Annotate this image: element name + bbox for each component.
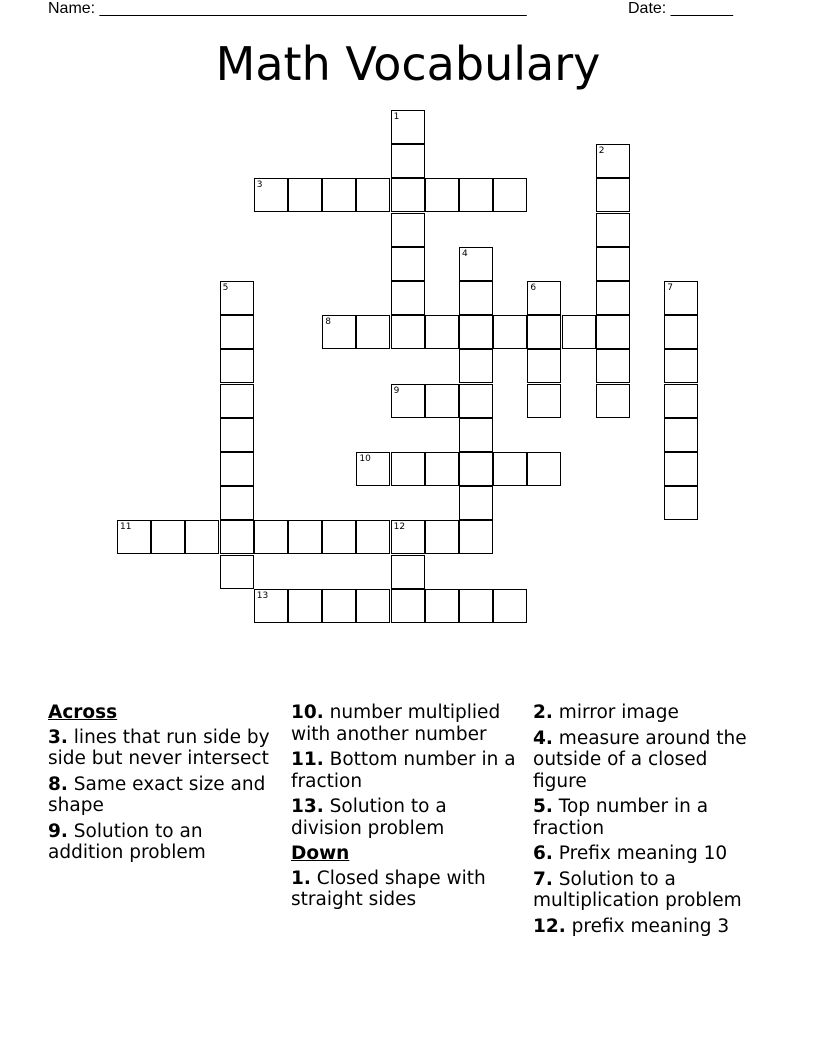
clue-number: 4. [533,727,553,749]
crossword-cell[interactable] [322,178,356,212]
crossword-cell[interactable] [322,589,356,623]
cell-number: 6 [530,283,537,293]
crossword-cell[interactable] [220,486,254,520]
crossword-cell[interactable] [596,247,630,281]
crossword-cell[interactable] [356,520,390,554]
crossword-cell[interactable] [356,178,390,212]
clue-number: 1. [291,867,311,889]
crossword-cell[interactable] [596,213,630,247]
crossword-cell[interactable] [459,178,493,212]
clue-down-12 [533,916,765,938]
crossword-cell[interactable] [220,452,254,486]
crossword-cell[interactable] [391,315,425,349]
crossword-cell[interactable] [664,452,698,486]
crossword-cell[interactable] [596,349,630,383]
clue-text: Bottom number in a fraction [291,749,516,792]
crossword-cell[interactable] [596,384,630,418]
clue-across-13 [291,796,523,839]
clue-number: 12. [533,915,566,937]
clue-number: 7. [533,868,553,890]
crossword-cell[interactable] [527,281,561,315]
crossword-cell[interactable] [391,452,425,486]
crossword-cell[interactable] [322,520,356,554]
crossword-cell[interactable] [391,144,425,178]
crossword-cell[interactable] [288,520,322,554]
crossword-cell[interactable] [664,486,698,520]
cell-number: 2 [598,146,605,157]
crossword-cell[interactable] [220,555,254,589]
crossword-cell[interactable] [425,589,459,623]
crossword-cell[interactable] [459,384,493,418]
cell-number: 10 [359,454,371,464]
crossword-cell[interactable] [562,315,596,349]
crossword-cell[interactable] [356,589,390,623]
clue-across-9 [48,821,280,864]
crossword-cell[interactable] [425,452,459,486]
crossword-cell[interactable] [459,452,493,486]
crossword-cell[interactable] [596,315,630,349]
cell-number: 8 [325,317,331,328]
crossword-cell[interactable] [527,349,561,383]
crossword-cell[interactable] [391,281,425,315]
clue-across-8 [48,774,280,817]
clue-text: Solution to a division problem [291,796,447,839]
clue-text: lines that run side by side but never intersect [48,726,270,769]
crossword-cell[interactable] [425,384,459,418]
crossword-cell[interactable] [391,520,425,554]
crossword-cell[interactable] [459,418,493,452]
crossword-cell[interactable] [596,178,630,212]
date-label: Date: _______ [628,0,733,17]
page-title: Math Vocabulary [215,37,601,91]
clue-across-10 [291,702,523,745]
crossword-cell[interactable] [493,589,527,623]
clue-text: Prefix meaning 10 [558,843,728,864]
crossword-cell[interactable] [322,315,356,349]
crossword-cell[interactable] [425,520,459,554]
clue-down-5 [533,796,765,839]
clue-down-4 [533,728,765,793]
crossword-cell[interactable] [391,110,425,144]
crossword-cell[interactable] [220,418,254,452]
crossword-cell[interactable] [459,247,493,281]
crossword-cell[interactable] [185,520,219,554]
clue-text: mirror image [558,702,679,723]
clue-down-2 [533,702,765,724]
crossword-cell[interactable] [356,315,390,349]
crossword-cell[interactable] [254,520,288,554]
crossword-cell[interactable] [664,384,698,418]
clue-text: measure around the outside of a closed figure [533,727,747,792]
crossword-cell[interactable] [459,589,493,623]
cell-number: 1 [393,112,400,122]
cell-number: 11 [120,522,132,533]
down-heading: Down [291,843,350,864]
crossword-cell[interactable] [391,213,425,247]
crossword-cell[interactable] [596,281,630,315]
across-heading: Across [48,702,118,723]
clue-number: 2. [533,702,553,723]
clue-text: Same exact size and shape [48,773,266,816]
cell-number: 3 [256,180,263,191]
clue-column-2 [291,702,523,915]
crossword-cell[interactable] [459,281,493,315]
crossword-cell[interactable] [664,418,698,452]
cell-number: 12 [393,522,406,533]
crossword-cell[interactable] [288,589,322,623]
crossword-cell[interactable] [391,247,425,281]
crossword-cell[interactable] [459,520,493,554]
crossword-cell[interactable] [664,315,698,349]
crossword-cell[interactable] [527,315,561,349]
crossword-cell[interactable] [391,178,425,212]
clue-down-6 [533,843,765,865]
clue-number: 10. [291,702,324,723]
clue-number: 3. [48,726,68,748]
clue-number: 11. [291,749,324,770]
crossword-cell[interactable] [493,178,527,212]
clue-text: Solution to a multiplication problem [533,868,742,911]
clue-across-3 [48,727,280,770]
crossword-cell[interactable] [391,589,425,623]
clue-text: Top number in a fraction [533,796,709,839]
name-label: Name: ________________________________________________ [48,0,527,17]
crossword-cell[interactable] [527,384,561,418]
crossword-cell[interactable] [527,452,561,486]
crossword-cell[interactable] [459,315,493,349]
crossword-cell[interactable] [493,452,527,486]
cell-number: 4 [462,248,468,259]
cell-number: 9 [393,385,400,396]
crossword-cell[interactable] [391,555,425,589]
clue-column-3 [533,702,765,941]
clue-number: 6. [533,843,553,864]
clue-down-7 [533,869,765,912]
crossword-cell[interactable] [220,315,254,349]
cell-number: 5 [222,283,229,293]
crossword-cell[interactable] [459,486,493,520]
clue-text: prefix meaning 3 [571,915,730,937]
clue-number: 9. [48,820,68,842]
crossword-cell[interactable] [493,315,527,349]
crossword-cell[interactable] [425,315,459,349]
crossword-cell[interactable] [220,281,254,315]
clue-number: 13. [291,796,324,817]
crossword-cell[interactable] [220,384,254,418]
crossword-cell[interactable] [664,349,698,383]
crossword-cell[interactable] [288,178,322,212]
clue-column-1 [48,702,280,868]
crossword-cell[interactable] [151,520,185,554]
clue-across-11 [291,749,523,792]
crossword-cell[interactable] [391,384,425,418]
clue-text: Solution to an addition problem [48,820,206,863]
crossword-cell[interactable] [220,520,254,554]
crossword-cell[interactable] [459,349,493,383]
crossword-cell[interactable] [596,144,630,178]
clue-text: Closed shape with straight sides [291,867,486,910]
cell-number: 13 [256,590,269,601]
clue-text: number multiplied with another number [291,702,501,745]
crossword-cell[interactable] [664,281,698,315]
crossword-cell[interactable] [117,520,151,554]
crossword-cell[interactable] [425,178,459,212]
crossword-cell[interactable] [356,452,390,486]
crossword-cell[interactable] [254,178,288,212]
cell-number: 7 [667,283,673,293]
crossword-cell[interactable] [254,589,288,623]
clue-number: 5. [533,796,553,817]
clue-number: 8. [48,773,68,795]
crossword-cell[interactable] [220,349,254,383]
clue-down-1 [291,868,523,911]
